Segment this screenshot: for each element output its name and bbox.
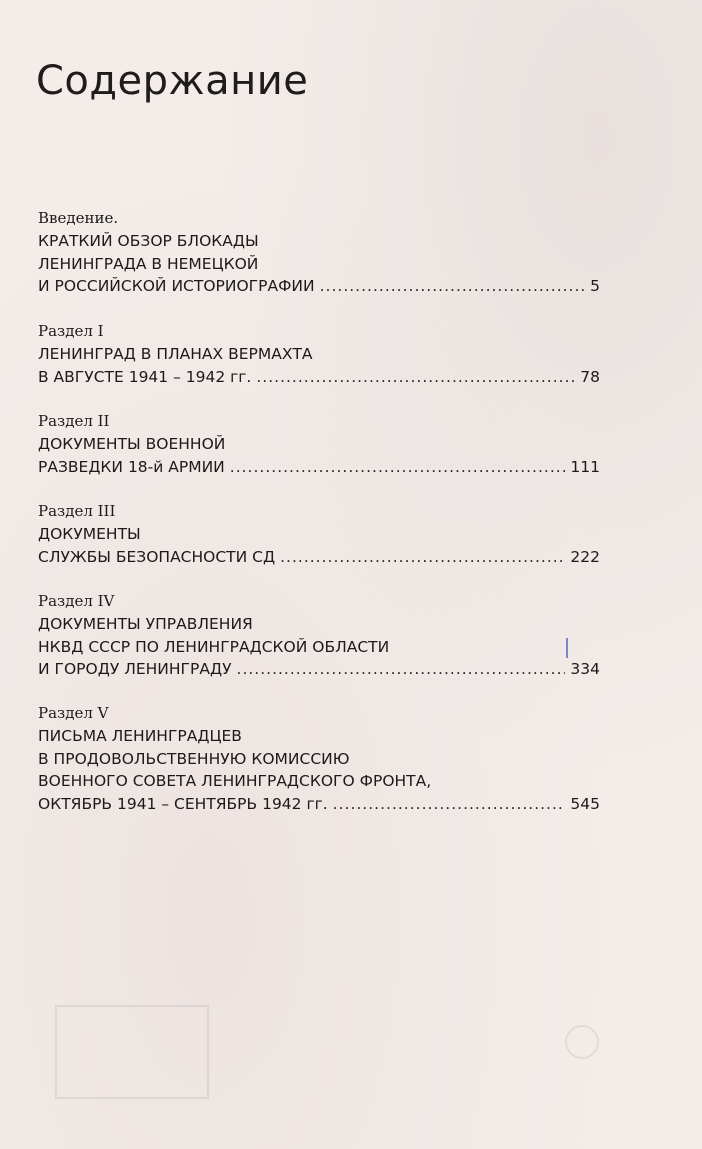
- toc-entry-section-2[interactable]: [38, 410, 600, 478]
- toc-title-line: КРАТКИЙ ОБЗОР БЛОКАДЫ: [38, 232, 259, 250]
- bleed-through-text: [395, 80, 702, 225]
- toc-entry-section-1[interactable]: [38, 320, 600, 388]
- toc-last-line: [38, 546, 600, 569]
- toc-page-number: 78: [580, 367, 600, 386]
- dot-leader: [320, 275, 586, 298]
- toc-title-line: И ГОРОДУ ЛЕНИНГРАДУ: [38, 660, 232, 678]
- toc-last-line: [38, 658, 600, 681]
- toc-title-line: ПИСЬМА ЛЕНИНГРАДЦЕВ: [38, 727, 242, 745]
- toc-section-label: Введение.: [38, 209, 119, 227]
- toc-section-label: Раздел II: [38, 412, 110, 430]
- dot-leader: [256, 366, 575, 389]
- toc-last-line: [38, 275, 600, 298]
- pen-mark: [566, 638, 568, 658]
- bleed-through-mark: [565, 1025, 599, 1059]
- bleed-through-stamp: [55, 1005, 209, 1099]
- toc-entry-introduction[interactable]: [38, 207, 600, 298]
- toc-section-label: Раздел IV: [38, 592, 115, 610]
- toc-entry-section-3[interactable]: [38, 500, 600, 568]
- dot-leader: [333, 793, 566, 816]
- toc-title-line: ЛЕНИНГРАД В ПЛАНАХ ВЕРМАХТА: [38, 345, 313, 363]
- toc-title-line: ОКТЯБРЬ 1941 – СЕНТЯБРЬ 1942 гг.: [38, 794, 328, 813]
- toc-page-number: 545: [570, 794, 600, 813]
- toc-title-line: ДОКУМЕНТЫ УПРАВЛЕНИЯ: [38, 615, 253, 633]
- toc-title-line: В АВГУСТЕ 1941 – 1942 гг.: [38, 367, 252, 386]
- toc-section-label: Раздел V: [38, 704, 109, 722]
- dot-leader: [280, 546, 565, 569]
- toc-section-label: Раздел I: [38, 322, 104, 340]
- toc-title-line: СЛУЖБЫ БЕЗОПАСНОСТИ СД: [38, 547, 276, 566]
- toc-page-number: 334: [570, 660, 600, 678]
- toc-section-label: Раздел III: [38, 502, 116, 520]
- toc-last-line: [38, 456, 600, 479]
- page-title: Содержание: [36, 58, 309, 104]
- toc-title-line: В ПРОДОВОЛЬСТВЕННУЮ КОМИССИЮ: [38, 749, 350, 768]
- toc-entry-section-4[interactable]: [38, 590, 600, 681]
- toc-title-line: ВОЕННОГО СОВЕТА ЛЕНИНГРАДСКОГО ФРОНТА,: [38, 772, 432, 790]
- toc-page-number: 222: [570, 547, 600, 566]
- dot-leader: [230, 456, 566, 479]
- dot-leader: [237, 658, 566, 681]
- toc-page-number: 5: [590, 277, 600, 295]
- toc-title-line: ДОКУМЕНТЫ: [38, 525, 141, 543]
- toc-last-line: [38, 366, 600, 389]
- toc-last-line: [38, 793, 600, 816]
- toc-title-line: НКВД СССР ПО ЛЕНИНГРАДСКОЙ ОБЛАСТИ: [38, 637, 390, 656]
- toc-title-line: И РОССИЙСКОЙ ИСТОРИОГРАФИИ: [38, 277, 315, 295]
- toc-entry-section-5[interactable]: [38, 702, 600, 815]
- toc-page-number: 111: [570, 457, 600, 476]
- toc-title-line: РАЗВЕДКИ 18-й АРМИИ: [38, 457, 225, 476]
- toc-title-line: ДОКУМЕНТЫ ВОЕННОЙ: [38, 435, 226, 453]
- toc-title-line: ЛЕНИНГРАДА В НЕМЕЦКОЙ: [38, 254, 259, 273]
